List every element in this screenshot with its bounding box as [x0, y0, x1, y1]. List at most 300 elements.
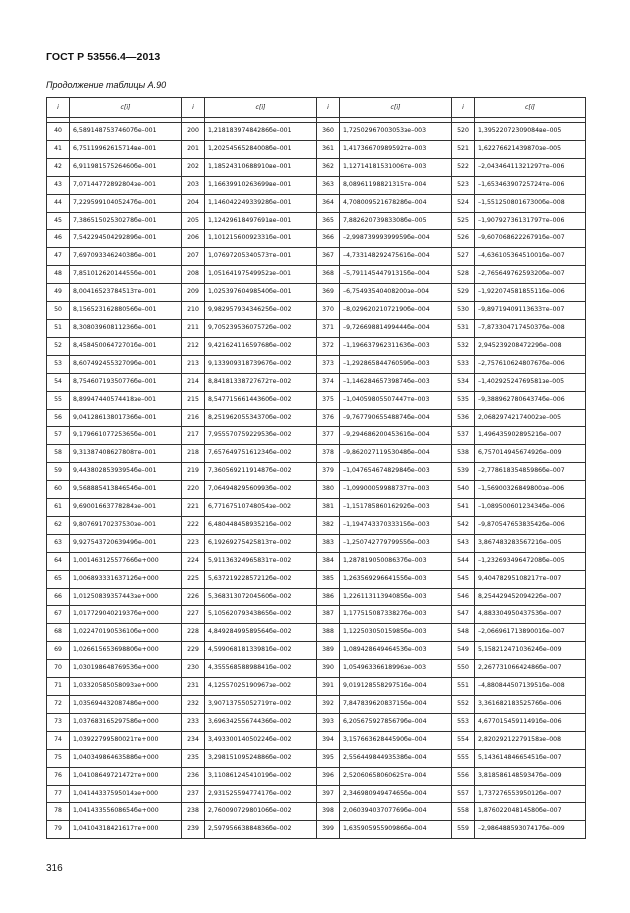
- coefficient-cell: –9,38896278064374бe–006: [475, 391, 586, 409]
- coefficient-cell: 3,69634255674436бe–002: [205, 713, 317, 731]
- table-row: [47, 319, 586, 337]
- index-cell: 522: [452, 158, 475, 176]
- index-cell: 525: [452, 212, 475, 230]
- coefficient-cell: 2,93152559477417бe–002: [205, 785, 317, 803]
- table-row: [47, 785, 586, 803]
- index-cell: 366: [317, 230, 340, 248]
- index-cell: 210: [182, 302, 205, 320]
- index-cell: 223: [182, 534, 205, 552]
- index-cell: 383: [317, 534, 340, 552]
- coefficient-cell: 1,63590595590986бe–004: [340, 821, 452, 839]
- coefficient-cell: 3,29815109524886бe–002: [205, 749, 317, 767]
- index-cell: 232: [182, 696, 205, 714]
- coefficient-cell: –2,04346411321297тe–006: [475, 158, 586, 176]
- coefficient-cell: 1,62276621439870зe–005: [475, 140, 586, 158]
- index-cell: 537: [452, 427, 475, 445]
- coefficient-cell: –7,87330471745037бe–008: [475, 319, 586, 337]
- index-cell: 360: [317, 123, 340, 141]
- index-cell: 391: [317, 678, 340, 696]
- index-cell: 208: [182, 266, 205, 284]
- coefficient-cell: –9,89719409113633тe–007: [475, 302, 586, 320]
- coefficient-cell: 9,56888541384654бe–001: [70, 481, 182, 499]
- coefficient-cell: 1,03019864876953бe+000: [70, 660, 182, 678]
- index-cell: 372: [317, 337, 340, 355]
- index-cell: 218: [182, 445, 205, 463]
- index-cell: 529: [452, 284, 475, 302]
- index-cell: 530: [452, 302, 475, 320]
- coefficient-cell: 8,30803960811236бe–001: [70, 319, 182, 337]
- index-cell: 362: [317, 158, 340, 176]
- table-row: [47, 696, 586, 714]
- coefficient-cell: 1,03320585058093зe+000: [70, 678, 182, 696]
- coefficient-cell: 1,03569443208748бe+000: [70, 696, 182, 714]
- index-cell: 538: [452, 445, 475, 463]
- coefficient-cell: 1,04108649721472тe+000: [70, 767, 182, 785]
- coefficient-cell: 1,03768316529758бe+000: [70, 713, 182, 731]
- coefficient-cell: –9,29468620045361бe–004: [340, 427, 452, 445]
- coefficient-cell: 7,22959910405247бe–001: [70, 194, 182, 212]
- coefficient-cell: 5,14361484665451бe–007: [475, 749, 586, 767]
- index-cell: 371: [317, 319, 340, 337]
- table-row: [47, 534, 586, 552]
- index-cell: 230: [182, 660, 205, 678]
- index-cell: 76: [47, 767, 70, 785]
- table-row: [47, 302, 586, 320]
- coefficient-cell: 6,75119962615714вe–001: [70, 140, 182, 158]
- index-cell: 536: [452, 409, 475, 427]
- table-row: [47, 749, 586, 767]
- coefficient-cell: 7,85101262014455бe–001: [70, 266, 182, 284]
- coefficient-cell: 1,16639910263699вe–001: [205, 176, 317, 194]
- index-cell: 68: [47, 624, 70, 642]
- table-row: [47, 176, 586, 194]
- page-number: 316: [46, 863, 63, 874]
- index-cell: 527: [452, 248, 475, 266]
- coefficient-cell: 8,45845006472701бe–001: [70, 337, 182, 355]
- coefficient-cell: 7,65764975161234бe–002: [205, 445, 317, 463]
- index-cell: 207: [182, 248, 205, 266]
- index-cell: 75: [47, 749, 70, 767]
- index-cell: 235: [182, 749, 205, 767]
- index-cell: 534: [452, 373, 475, 391]
- index-cell: 69: [47, 642, 70, 660]
- index-cell: 201: [182, 140, 205, 158]
- coefficient-cell: 1,49643590289521бe–007: [475, 427, 586, 445]
- coefficient-cell: 4,35556858898841бe–002: [205, 660, 317, 678]
- index-cell: 238: [182, 803, 205, 821]
- header-index: i: [452, 98, 475, 118]
- coefficient-cell: 4,59906818133981бe–002: [205, 642, 317, 660]
- index-cell: 220: [182, 481, 205, 499]
- index-cell: 547: [452, 606, 475, 624]
- index-cell: 368: [317, 266, 340, 284]
- coefficient-cell: 9,70523953607572бe–002: [205, 319, 317, 337]
- coefficient-cell: 1,04143355608654бe+000: [70, 803, 182, 821]
- coefficient-cell: 8,25442945209422бe–007: [475, 588, 586, 606]
- header-coefficient: c[i]: [70, 98, 182, 118]
- index-cell: 396: [317, 767, 340, 785]
- table-row: [47, 391, 586, 409]
- table-row: [47, 230, 586, 248]
- index-cell: 544: [452, 552, 475, 570]
- coefficient-cell: 2,52060658060625тe–004: [340, 767, 452, 785]
- table-row: [47, 355, 586, 373]
- index-cell: 521: [452, 140, 475, 158]
- index-cell: 63: [47, 534, 70, 552]
- coefficient-cell: –1,19663796231163бe–003: [340, 337, 452, 355]
- index-cell: 520: [452, 123, 475, 141]
- header-index: i: [317, 98, 340, 118]
- index-cell: 555: [452, 749, 475, 767]
- coefficient-cell: 2,94523920847229бe–008: [475, 337, 586, 355]
- index-cell: 236: [182, 767, 205, 785]
- coefficient-cell: 5,36831307204560бe–002: [205, 588, 317, 606]
- index-cell: 45: [47, 212, 70, 230]
- coefficient-cell: 1,05164197549952зe–001: [205, 266, 317, 284]
- table-row: [47, 337, 586, 355]
- index-cell: 374: [317, 373, 340, 391]
- index-cell: 546: [452, 588, 475, 606]
- coefficient-cell: 6,48044845893521бe–002: [205, 516, 317, 534]
- coefficient-table: [46, 97, 586, 839]
- index-cell: 215: [182, 391, 205, 409]
- coefficient-cell: 1,18524310688910вe–001: [205, 158, 317, 176]
- coefficient-cell: 8,75460719350776бe–001: [70, 373, 182, 391]
- coefficient-cell: 1,73727655395012бe–007: [475, 785, 586, 803]
- table-row: [47, 588, 586, 606]
- table-row: [47, 248, 586, 266]
- table-caption: Продолжение таблицы А.90: [46, 80, 167, 90]
- table-body: [47, 118, 586, 839]
- index-cell: 397: [317, 785, 340, 803]
- coefficient-cell: 7,84783962083715бe–004: [340, 696, 452, 714]
- header-coefficient: c[i]: [475, 98, 586, 118]
- index-cell: 540: [452, 481, 475, 499]
- index-cell: 205: [182, 212, 205, 230]
- coefficient-cell: –9,87054765383542бe–006: [475, 516, 586, 534]
- coefficient-cell: 1,41736670989592тe–003: [340, 140, 452, 158]
- coefficient-cell: 5,15821247103624бe–009: [475, 642, 586, 660]
- coefficient-cell: 4,84928499589564бe–002: [205, 624, 317, 642]
- coefficient-cell: 1,00146312557766бe+000: [70, 552, 182, 570]
- index-cell: 543: [452, 534, 475, 552]
- table-row: [47, 284, 586, 302]
- coefficient-cell: –1,56900326849800зe–006: [475, 481, 586, 499]
- coefficient-cell: –1,65346390725724тe–006: [475, 176, 586, 194]
- index-cell: 50: [47, 302, 70, 320]
- index-cell: 44: [47, 194, 70, 212]
- table-row: [47, 552, 586, 570]
- index-cell: 386: [317, 588, 340, 606]
- index-cell: 228: [182, 624, 205, 642]
- coefficient-cell: 6,58914875374607бe–001: [70, 123, 182, 141]
- coefficient-cell: –4,63610536451001бe–007: [475, 248, 586, 266]
- coefficient-cell: 9,40478295108217тe–007: [475, 570, 586, 588]
- index-cell: 47: [47, 248, 70, 266]
- coefficient-cell: 3,81858614859347бe–009: [475, 767, 586, 785]
- index-cell: 79: [47, 821, 70, 839]
- index-cell: 73: [47, 713, 70, 731]
- index-cell: 214: [182, 373, 205, 391]
- coefficient-cell: –1,14628465739874бe–003: [340, 373, 452, 391]
- coefficient-cell: 2,34698094947465бe–004: [340, 785, 452, 803]
- coefficient-cell: 1,17751508733827бe–003: [340, 606, 452, 624]
- coefficient-cell: 4,12557025190967зe–002: [205, 678, 317, 696]
- coefficient-cell: 8,54771566144360бe–002: [205, 391, 317, 409]
- table-row: [47, 212, 586, 230]
- coefficient-cell: 1,07697205340573тe–001: [205, 248, 317, 266]
- coefficient-cell: 7,95557075922953бe–002: [205, 427, 317, 445]
- index-cell: 533: [452, 355, 475, 373]
- index-cell: 376: [317, 409, 340, 427]
- index-cell: 370: [317, 302, 340, 320]
- index-cell: 363: [317, 176, 340, 194]
- index-cell: 557: [452, 785, 475, 803]
- index-cell: 390: [317, 660, 340, 678]
- index-cell: 225: [182, 570, 205, 588]
- coefficient-cell: 8,00416523784513тe–001: [70, 284, 182, 302]
- coefficient-cell: –1,55125080167300бe–008: [475, 194, 586, 212]
- coefficient-cell: 2,06829742174002зe–005: [475, 409, 586, 427]
- index-cell: 55: [47, 391, 70, 409]
- coefficient-cell: 1,01250839357443зe+000: [70, 588, 182, 606]
- table-row: [47, 409, 586, 427]
- index-cell: 51: [47, 319, 70, 337]
- index-cell: 395: [317, 749, 340, 767]
- index-cell: 202: [182, 158, 205, 176]
- index-cell: 389: [317, 642, 340, 660]
- index-cell: 364: [317, 194, 340, 212]
- coefficient-cell: –1,19474337033315бe–003: [340, 516, 452, 534]
- index-cell: 539: [452, 463, 475, 481]
- index-cell: 203: [182, 176, 205, 194]
- coefficient-cell: 1,03922799580021тe+000: [70, 731, 182, 749]
- coefficient-cell: 9,04128613801736бe–001: [70, 409, 182, 427]
- index-cell: 206: [182, 230, 205, 248]
- coefficient-cell: –1,90792736131797тe–006: [475, 212, 586, 230]
- coefficient-cell: 1,22611311394085бe–003: [340, 588, 452, 606]
- index-cell: 74: [47, 731, 70, 749]
- index-cell: 227: [182, 606, 205, 624]
- coefficient-cell: 4,70800952167828бe–004: [340, 194, 452, 212]
- coefficient-cell: 8,25196205534370бe–002: [205, 409, 317, 427]
- index-cell: 375: [317, 391, 340, 409]
- coefficient-cell: 7,07144772892804зe–001: [70, 176, 182, 194]
- index-cell: 231: [182, 678, 205, 696]
- index-cell: 40: [47, 123, 70, 141]
- index-cell: 62: [47, 516, 70, 534]
- coefficient-cell: 2,55644984493538бe–004: [340, 749, 452, 767]
- table-row: [47, 194, 586, 212]
- index-cell: 204: [182, 194, 205, 212]
- coefficient-cell: 3,11086124541019бe–002: [205, 767, 317, 785]
- header-index: i: [182, 98, 205, 118]
- coefficient-cell: 1,26356929664155бe–003: [340, 570, 452, 588]
- coefficient-cell: –2,99873999399959бe–004: [340, 230, 452, 248]
- coefficient-cell: 6,19269275425813тe–002: [205, 534, 317, 552]
- header-coefficient: c[i]: [205, 98, 317, 118]
- index-cell: 65: [47, 570, 70, 588]
- index-cell: 46: [47, 230, 70, 248]
- index-cell: 528: [452, 266, 475, 284]
- coefficient-cell: 9,31387408627808тe–001: [70, 445, 182, 463]
- header-coefficient: c[i]: [340, 98, 452, 118]
- coefficient-cell: 1,04104318421617тe+000: [70, 821, 182, 839]
- index-cell: 211: [182, 319, 205, 337]
- coefficient-cell: –1,23269349647208бe–005: [475, 552, 586, 570]
- index-cell: 52: [47, 337, 70, 355]
- table-row: [47, 606, 586, 624]
- coefficient-cell: 1,05496336618996зe–003: [340, 660, 452, 678]
- coefficient-cell: 1,10121560092331бe–001: [205, 230, 317, 248]
- table-row: [47, 140, 586, 158]
- index-cell: 219: [182, 463, 205, 481]
- table-row: [47, 499, 586, 517]
- coefficient-cell: 7,36056921191487бe–002: [205, 463, 317, 481]
- index-cell: 66: [47, 588, 70, 606]
- coefficient-cell: 1,02539760498540бe–001: [205, 284, 317, 302]
- table-row: [47, 266, 586, 284]
- index-cell: 237: [182, 785, 205, 803]
- coefficient-cell: 3,86748328356721бe–005: [475, 534, 586, 552]
- coefficient-cell: 8,89947440574418зe–001: [70, 391, 182, 409]
- table-row: [47, 624, 586, 642]
- index-cell: 387: [317, 606, 340, 624]
- coefficient-cell: 8,60749245532709бe–001: [70, 355, 182, 373]
- coefficient-cell: 1,02661565369880бe+000: [70, 642, 182, 660]
- index-cell: 229: [182, 642, 205, 660]
- index-cell: 378: [317, 445, 340, 463]
- coefficient-cell: –1,04059805507447тe–003: [340, 391, 452, 409]
- coefficient-cell: 2,59795663884836бe–002: [205, 821, 317, 839]
- index-cell: 393: [317, 713, 340, 731]
- index-cell: 226: [182, 588, 205, 606]
- table-row: [47, 731, 586, 749]
- coefficient-cell: 8,15652316288056бe–001: [70, 302, 182, 320]
- index-cell: 388: [317, 624, 340, 642]
- index-cell: 217: [182, 427, 205, 445]
- coefficient-cell: 9,01912855829751бe–004: [340, 678, 452, 696]
- coefficient-cell: 1,12250305015985бe–003: [340, 624, 452, 642]
- coefficient-cell: 1,87602204814580бe–007: [475, 803, 586, 821]
- coefficient-cell: –2,98648859307417бe–009: [475, 821, 586, 839]
- index-cell: 541: [452, 499, 475, 517]
- coefficient-cell: –1,09900059988737тe–003: [340, 481, 452, 499]
- coefficient-cell: 8,84181338727672тe–002: [205, 373, 317, 391]
- index-cell: 53: [47, 355, 70, 373]
- table-row: [47, 481, 586, 499]
- index-cell: 41: [47, 140, 70, 158]
- coefficient-cell: 2,26773106642486бe–007: [475, 660, 586, 678]
- coefficient-cell: 9,92754372063949бe–001: [70, 534, 182, 552]
- coefficient-cell: 3,36168218352576бe–006: [475, 696, 586, 714]
- coefficient-cell: 1,04034986463588бe+000: [70, 749, 182, 767]
- index-cell: 70: [47, 660, 70, 678]
- coefficient-cell: 9,17966107725365бe–001: [70, 427, 182, 445]
- coefficient-cell: 1,00689333163712бe+000: [70, 570, 182, 588]
- coefficient-cell: –8,02962021072190бe–004: [340, 302, 452, 320]
- index-cell: 524: [452, 194, 475, 212]
- coefficient-cell: –2,76564976259320бe–007: [475, 266, 586, 284]
- index-cell: 212: [182, 337, 205, 355]
- index-cell: 398: [317, 803, 340, 821]
- coefficient-cell: 9,13390931873967бe–002: [205, 355, 317, 373]
- index-cell: 526: [452, 230, 475, 248]
- coefficient-cell: 3,15766362844590бe–004: [340, 731, 452, 749]
- index-cell: 369: [317, 284, 340, 302]
- coefficient-cell: 1,39522072309084вe–005: [475, 123, 586, 141]
- coefficient-cell: 9,69001663778284зe–001: [70, 499, 182, 517]
- index-cell: 532: [452, 337, 475, 355]
- coefficient-cell: 7,54229450429289бe–001: [70, 230, 182, 248]
- table-row: [47, 445, 586, 463]
- coefficient-cell: 4,67701545911491бe–006: [475, 713, 586, 731]
- index-cell: 542: [452, 516, 475, 534]
- coefficient-cell: 7,69709334624038бe–001: [70, 248, 182, 266]
- index-cell: 234: [182, 731, 205, 749]
- index-cell: 552: [452, 696, 475, 714]
- coefficient-cell: 4,88330495043753бe–007: [475, 606, 586, 624]
- coefficient-cell: 1,04144337595014зe+000: [70, 785, 182, 803]
- coefficient-cell: –4,88084450713951бe–008: [475, 678, 586, 696]
- index-cell: 49: [47, 284, 70, 302]
- coefficient-cell: 7,88262073983308бe–005: [340, 212, 452, 230]
- coefficient-cell: –2,75761062480767бe–006: [475, 355, 586, 373]
- coefficient-cell: 5,91136324965831тe–002: [205, 552, 317, 570]
- index-cell: 559: [452, 821, 475, 839]
- index-cell: 233: [182, 713, 205, 731]
- coefficient-cell: 7,06494829560993бe–002: [205, 481, 317, 499]
- index-cell: 385: [317, 570, 340, 588]
- index-cell: 77: [47, 785, 70, 803]
- index-cell: 523: [452, 176, 475, 194]
- index-cell: 64: [47, 552, 70, 570]
- index-cell: 380: [317, 481, 340, 499]
- table-header-row: [47, 98, 586, 118]
- index-cell: 48: [47, 266, 70, 284]
- index-cell: 213: [182, 355, 205, 373]
- table-row: [47, 821, 586, 839]
- coefficient-cell: 1,20254565284008бe–001: [205, 140, 317, 158]
- coefficient-cell: –1,04765467482984бe–003: [340, 463, 452, 481]
- index-cell: 548: [452, 624, 475, 642]
- coefficient-cell: 9,42162411659768бe–002: [205, 337, 317, 355]
- index-cell: 57: [47, 427, 70, 445]
- document-header: ГОСТ Р 53556.4—2013: [46, 51, 161, 63]
- coefficient-cell: 1,01772904021937бe+000: [70, 606, 182, 624]
- table-row: [47, 427, 586, 445]
- coefficient-cell: –6,75493540408200зe–004: [340, 284, 452, 302]
- coefficient-cell: –1,08950060123434бe–006: [475, 499, 586, 517]
- table-row: [47, 570, 586, 588]
- index-cell: 72: [47, 696, 70, 714]
- coefficient-cell: 1,02247019053610бe+000: [70, 624, 182, 642]
- index-cell: 399: [317, 821, 340, 839]
- index-cell: 549: [452, 642, 475, 660]
- coefficient-cell: 9,44380285393954бe–001: [70, 463, 182, 481]
- index-cell: 58: [47, 445, 70, 463]
- coefficient-cell: –1,29286584476059бe–003: [340, 355, 452, 373]
- index-cell: 373: [317, 355, 340, 373]
- coefficient-cell: 1,12714181531006тe–003: [340, 158, 452, 176]
- coefficient-cell: –5,79114544791315бe–004: [340, 266, 452, 284]
- coefficient-cell: 2,06039403707769бe–004: [340, 803, 452, 821]
- index-cell: 43: [47, 176, 70, 194]
- coefficient-cell: 3,90713755052719тe–002: [205, 696, 317, 714]
- index-cell: 392: [317, 696, 340, 714]
- table-row: [47, 713, 586, 731]
- coefficient-cell: –1,25074277979955бe–003: [340, 534, 452, 552]
